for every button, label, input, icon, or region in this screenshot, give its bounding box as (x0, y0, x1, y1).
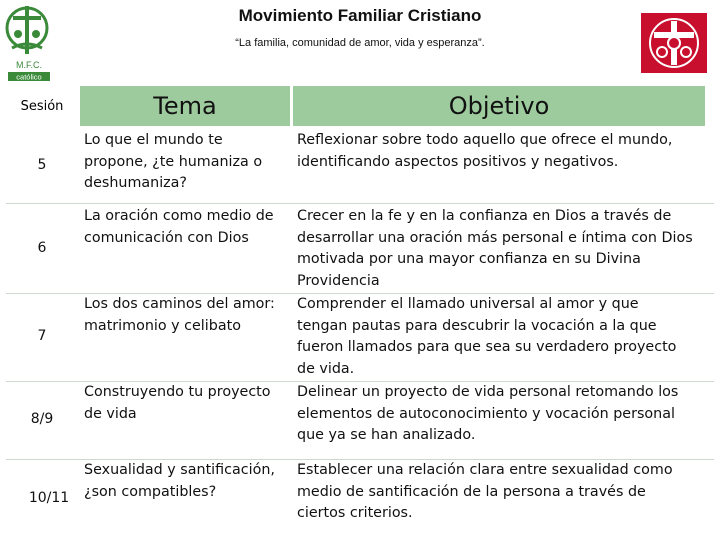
objective-line: Crecer en la fe y en la confianza en Dios a través de (297, 208, 672, 224)
objective-line: Delinear un proyecto de vida personal retomando los (297, 384, 679, 400)
topic-line: Lo que el mundo te (84, 132, 223, 148)
objective-line: Providencia (297, 272, 380, 289)
session-number: 5 (37, 157, 47, 173)
mfc-emblem-icon (640, 12, 708, 74)
topic-line: Construyendo tu proyecto (84, 384, 271, 400)
session-number: 8/9 (30, 411, 54, 427)
topic-cell (80, 460, 290, 536)
topic-cell (80, 382, 290, 456)
topic-cell (80, 206, 290, 290)
topic-cell (80, 294, 290, 378)
topic-line: matrimonio y celibato (84, 317, 241, 334)
objective-line: motivada por una mayor confianza en su Divina (297, 251, 641, 267)
objective-line: ciertos criterios. (297, 505, 413, 521)
topic-line: Los dos caminos del amor: (84, 296, 275, 312)
objective-line: medio de santificación de la persona a través de (297, 483, 646, 500)
topic-line: ¿son compatibles? (84, 483, 217, 500)
objective-line: tengan pautas para descubrir la vocación a la que (297, 317, 657, 334)
objective-cell (293, 382, 705, 456)
session-number: 6 (37, 240, 47, 256)
column-header-objective: Objetivo (448, 92, 550, 120)
objective-cell (293, 206, 705, 290)
topic-line: Sexualidad y santificación, (84, 462, 275, 478)
table-row (0, 460, 720, 536)
page-subtitle: “La familia, comunidad de amor, vida y esperanza”. (235, 37, 485, 49)
topic-cell (80, 130, 290, 200)
row-divider (6, 203, 714, 204)
column-header-session: Sesión (20, 98, 64, 114)
objective-line: que ya se han analizado. (297, 427, 476, 443)
table-row (0, 382, 720, 456)
column-header-topic: Tema (153, 92, 217, 120)
topic-line: deshumaniza? (84, 175, 188, 191)
table-header-row (0, 86, 720, 126)
table-row (0, 294, 720, 378)
objective-line: elementos de autoconocimiento y vocación personal (297, 405, 675, 422)
objective-line: desarrollar una oración más personal e íntima con Dios (297, 229, 693, 246)
table-row (0, 130, 720, 200)
objective-line: Reflexionar sobre todo aquello que ofrece el mundo, (297, 132, 673, 148)
session-number: 7 (37, 328, 47, 344)
svg-text:católico: católico (16, 72, 42, 82)
objective-line: Comprender el llamado universal al amor y que (297, 296, 639, 312)
objective-line: fueron llamados para que sea su verdadero proyecto (297, 339, 677, 355)
objective-line: de vida. (297, 360, 355, 377)
topic-line: La oración como medio de (84, 208, 274, 224)
session-number: 10/11 (28, 490, 70, 506)
topic-line: propone, ¿te humaniza o (84, 153, 263, 170)
topic-line: comunicación con Dios (84, 229, 249, 246)
table-row (0, 206, 720, 290)
objective-line: identificando aspectos positivos y negativos. (297, 153, 619, 170)
objective-line: Establecer una relación clara entre sexualidad como (297, 462, 673, 478)
page-title: Movimiento Familiar Cristiano (238, 6, 482, 25)
svg-text:M.F.C.: M.F.C. (16, 60, 42, 70)
objective-cell (293, 460, 705, 536)
objective-cell (293, 130, 705, 200)
objective-cell (293, 294, 705, 378)
topic-line: de vida (84, 405, 137, 422)
